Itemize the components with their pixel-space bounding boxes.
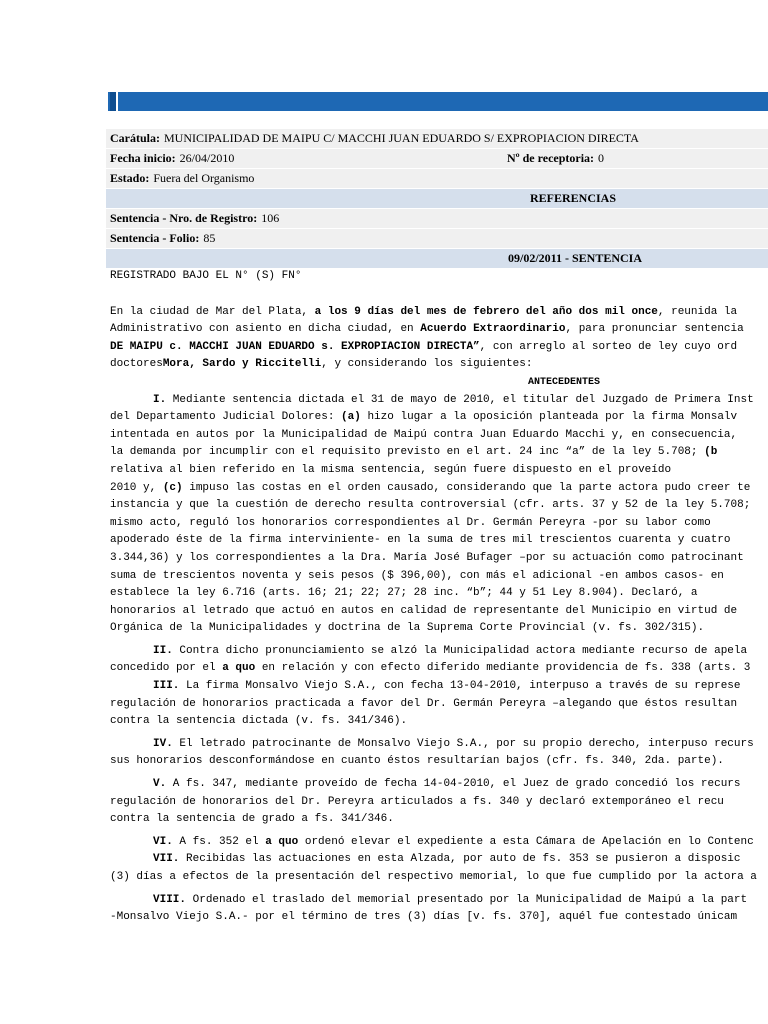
receptoria-label: Nº de receptoria: <box>507 151 595 165</box>
paragraph-line: intentada en autos por la Municipalidad de Maipú contra Juan Eduardo Macchi y, en consecuencia, <box>110 428 738 441</box>
referencias-row <box>106 189 768 208</box>
paragraph-line <box>110 444 768 462</box>
paragraph-line: mismo acto, reguló los honorarios correspondientes al Dr. Germán Pereyra -por su labor como <box>110 516 711 529</box>
paragraph-line: honorarios al letrado que actuó en autos en calidad de representante del Municipio en virtud de <box>110 604 738 617</box>
header-bar-mark <box>106 92 108 111</box>
fecha-value: 26/04/2010 <box>179 151 235 165</box>
text-run: A fs. 352 el <box>172 835 266 848</box>
bold-run: (c) <box>162 481 183 494</box>
paragraph-line <box>110 678 768 696</box>
header-bar <box>106 92 768 111</box>
registro-row <box>106 209 768 228</box>
text-run: hizo lugar a la oposición planteada por la firma Monsalv <box>360 411 738 424</box>
paragraph-line: 3.344,36) y los correspondientes a la Dra. María José Bufager –por su actuación como patrocinant <box>110 551 744 564</box>
sentencia-row <box>106 249 768 268</box>
paragraph-line: Orgánica de la Municipalidades y doctrina de la Suprema Corte Provincial (v. fs. 302/315). <box>110 622 705 635</box>
caratula-row <box>106 129 768 148</box>
text-run: del Departamento Judicial Dolores: <box>110 411 342 424</box>
fecha-label: Fecha inicio: <box>110 151 176 165</box>
caratula-value: MUNICIPALIDAD DE MAIPU C/ MACCHI JUAN EDUARDO S/ EXPROPIACION DIRECTA <box>164 131 639 145</box>
section-number: VI. <box>153 835 173 848</box>
paragraph-line: contra la sentencia de grado a fs. 341/346. <box>110 813 394 826</box>
paragraph-line <box>110 480 768 498</box>
bold-run: Mora, Sardo y Riccitelli <box>162 358 322 371</box>
text-run: concedido por el <box>110 662 223 675</box>
section-number: II. <box>153 644 173 657</box>
paragraph-line <box>110 339 768 357</box>
text-run: Contra dicho pronunciamiento se alzó la Municipalidad actora mediante recurso de apela <box>172 644 748 657</box>
header-bar-mark <box>116 92 118 111</box>
paragraph-line <box>110 892 768 910</box>
estado-row <box>106 169 768 188</box>
sentencia-text <box>110 268 768 927</box>
receptoria <box>507 149 604 168</box>
paragraph-line <box>110 304 768 322</box>
paragraph-line: -Monsalvo Viejo S.A.- por el término de tres (3) días [v. fs. 370], aquél fue contestado únicam <box>110 911 738 924</box>
paragraph-line <box>110 851 768 869</box>
text-run: en relación y con efecto diferido mediante providencia de fs. 338 (arts. 3 <box>255 662 751 675</box>
bold-run: a quo <box>265 835 299 848</box>
text-run: Ordenado el traslado del memorial presentado por la Municipalidad de Maipú a la part <box>186 893 748 906</box>
paragraph-line <box>110 392 768 410</box>
bold-run: a quo <box>222 662 256 675</box>
text-run: Administrativo con asiento en dicha ciudad, en <box>110 323 421 336</box>
section-number: IV. <box>153 737 173 750</box>
text-run: , con arreglo al sorteo de ley cuyo ord <box>479 340 738 353</box>
paragraph-line <box>110 321 768 339</box>
text-run: El letrado patrocinante de Monsalvo Viejo S.A., por su propio derecho, interpuso recurs <box>172 737 754 750</box>
paragraph-line: relativa al bien referido en la misma sentencia, según fuere dispuesto en el proveído <box>110 463 672 476</box>
paragraph-line: regulación de honorarios del Dr. Pereyra articulados a fs. 340 y declaró extemporáneo el recu <box>110 795 724 808</box>
paragraph-line <box>110 834 768 852</box>
folio-row <box>106 229 768 248</box>
caratula-label: Carátula: <box>110 131 160 145</box>
paragraph-line: apoderado éste de la firma interviniente- en la suma de tres mil trescientos cuarenta y cuatro <box>110 534 731 547</box>
text-run: la demanda por incumplir con el requisito previsto en el art. 24 inc “a” de la ley 5.708; <box>110 446 705 459</box>
registro-label: Sentencia - Nro. de Registro: <box>110 211 258 225</box>
bold-run: (b <box>704 446 718 459</box>
folio-label: Sentencia - Folio: <box>110 231 200 245</box>
estado-value: Fuera del Organismo <box>153 171 255 185</box>
registro-value: 106 <box>261 211 280 225</box>
receptoria-value: 0 <box>598 151 605 165</box>
paragraph-line: sus honorarios desconformándose en cuanto éstos resultarían bajos (cfr. fs. 340, 2da. parte). <box>110 755 724 768</box>
text-run: Mediante sentencia dictada el 31 de mayo de 2010, el titular del Juzgado de Primera Inst <box>166 393 754 406</box>
text-run: En la ciudad de Mar del Plata, <box>110 305 315 318</box>
paragraph-line <box>110 660 768 678</box>
text-run: La firma Monsalvo Viejo S.A., con fecha 13-04-2010, interpuso a través de su represe <box>179 680 741 693</box>
text-run: A fs. 347, mediante proveído de fecha 14-04-2010, el Juez de grado concedió los recurs <box>166 778 741 791</box>
text-run: Recibidas las actuaciones en esta Alzada, por auto de fs. 353 se pusieron a disposic <box>179 853 741 866</box>
text-run: impuso las costas en el orden causado, considerando que la parte actora pudo creer te <box>182 481 751 494</box>
registrado-line: REGISTRADO BAJO EL N° (S) FN° <box>110 270 302 282</box>
section-number: VII. <box>153 853 180 866</box>
referencias-title: REFERENCIAS <box>530 191 617 205</box>
bold-run: (a) <box>341 411 361 424</box>
antecedentes-heading: ANTECEDENTES <box>528 376 601 388</box>
bold-run: Acuerdo Extraordinario <box>420 323 566 336</box>
section-number: III. <box>153 680 180 693</box>
paragraph-line <box>110 736 768 754</box>
sentencia-date: 09/02/2011 - SENTENCIA <box>508 251 643 265</box>
bold-run: a los 9 días del mes de febrero del año dos mil once <box>314 305 658 318</box>
paragraph-line: regulación de honorarios practicada a favor del Dr. Germán Pereyra –alegando que éstos resultan <box>110 697 738 710</box>
bold-run: DE MAIPU c. MACCHI JUAN EDUARDO s. EXPROPIACION DIRECTA” <box>110 340 480 353</box>
section-number: VIII. <box>153 893 187 906</box>
section-number: V. <box>153 778 167 791</box>
paragraph-line: contra la sentencia dictada (v. fs. 341/346). <box>110 715 408 728</box>
text-run: , reunida la <box>657 305 738 318</box>
paragraph-line <box>110 776 768 794</box>
folio-value: 85 <box>203 231 216 245</box>
fecha-row <box>106 149 768 168</box>
paragraph-line <box>110 643 768 661</box>
section-number: I. <box>153 393 167 406</box>
paragraph-line: suma de trescientos noventa y seis pesos ($ 396,00), con más el adicional -en ambos casos- en <box>110 569 724 582</box>
text-run: doctores <box>110 358 163 371</box>
paragraph-line: establece la ley 6.716 (arts. 16; 21; 22; 27; 28 inc. “b”; 44 y 51 Ley 8.904). Declaró, a <box>110 587 698 600</box>
estado-label: Estado: <box>110 171 150 185</box>
text-run: , y considerando los siguientes: <box>321 358 533 371</box>
paragraph-line: instancia y que la cuestión de derecho resulta controversial (cfr. arts. 37 y 52 de la ley 5.708; <box>110 499 751 512</box>
text-run: ordenó elevar el expediente a esta Cámara de Apelación en lo Contenc <box>298 835 754 848</box>
paragraph-line <box>110 409 768 427</box>
text-run: , para pronunciar sentencia <box>565 323 744 336</box>
text-run: 2010 y, <box>110 481 163 494</box>
paragraph-line: (3) días a efectos de la presentación del respectivo memorial, lo que fue cumplido por la actora a <box>110 871 757 883</box>
paragraph-line <box>110 356 768 374</box>
case-info-table <box>106 129 768 269</box>
